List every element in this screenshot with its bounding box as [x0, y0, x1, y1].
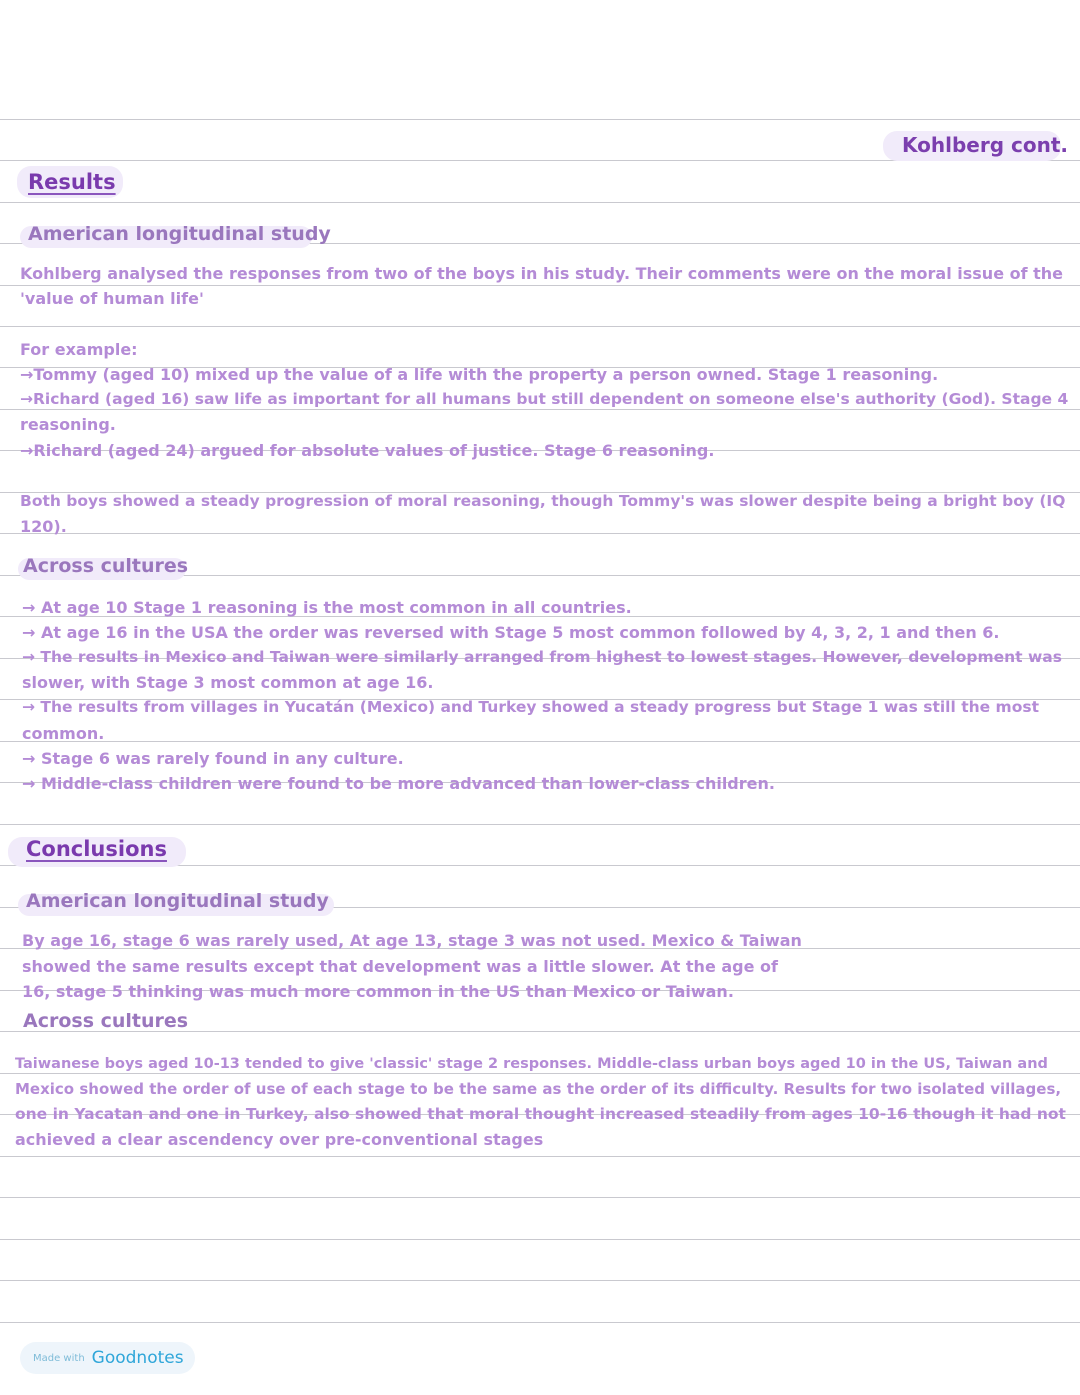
results-intro-line: 'value of human life' [20, 289, 204, 308]
example-line: reasoning. [20, 415, 116, 434]
results-intro-line: Kohlberg analysed the responses from two of the boys in his study. Their comments were on the moral issue of the [20, 264, 1064, 283]
conclusions-american-line: showed the same results except that development was a little slower. At the age of [22, 957, 778, 976]
goodnotes-logo: Goodnotes [91, 1348, 184, 1368]
conclusions-american-line: 16, stage 5 thinking was much more common in the US than Mexico or Taiwan. [22, 982, 734, 1001]
conclusions-cultures-line: Mexico showed the order of use of each stage to be the same as the order of its difficulty. Results for two isolated villages, [15, 1080, 1062, 1098]
conclusions-american-heading: American longitudinal study [26, 890, 329, 912]
cultures-line: → The results in Mexico and Taiwan were similarly arranged from highest to lowest stages. However, development was [22, 648, 1062, 666]
conclusions-heading: Conclusions [26, 837, 167, 861]
conclusions-cultures-line: one in Yacatan and one in Turkey, also showed that moral thought increased steadily from ages 10-16 though it had not [15, 1105, 1066, 1123]
summary-line: 120). [20, 517, 67, 536]
conclusions-cultures-line: Taiwanese boys aged 10-13 tended to give 'classic' stage 2 responses. Middle-class urban boys aged 10 in the US, Taiwan and [15, 1056, 1048, 1072]
conclusions-cultures-heading: Across cultures [23, 1010, 189, 1032]
cultures-line: common. [22, 724, 105, 743]
example-line: →Richard (aged 24) argued for absolute values of justice. Stage 6 reasoning. [20, 441, 715, 460]
ruled-line [0, 1239, 1080, 1240]
cultures-line: → Stage 6 was rarely found in any culture. [22, 749, 404, 768]
cultures-line: → At age 10 Stage 1 reasoning is the most common in all countries. [22, 598, 632, 617]
cultures-line: → At age 16 in the USA the order was reversed with Stage 5 most common followed by 4, 3, 2, 1 and then 6. [22, 623, 1000, 642]
ruled-line [0, 202, 1080, 203]
ruled-line [0, 824, 1080, 825]
ruled-line [0, 1197, 1080, 1198]
example-label: For example: [20, 340, 138, 359]
conclusions-american-line: By age 16, stage 6 was rarely used, At age 13, stage 3 was not used. Mexico & Taiwan [22, 931, 802, 950]
results-american-heading: American longitudinal study [28, 223, 331, 245]
cultures-line: → The results from villages in Yucatán (Mexico) and Turkey showed a steady progress but Stage 1 was still the most [22, 698, 1039, 716]
conclusions-cultures-line: achieved a clear ascendency over pre-conventional stages [15, 1130, 544, 1149]
ruled-line [0, 119, 1080, 120]
ruled-line [0, 741, 1080, 742]
made-with-label: Made with [33, 1352, 85, 1364]
ruled-line [0, 326, 1080, 327]
results-cultures-heading: Across cultures [23, 555, 189, 577]
ruled-line [0, 533, 1080, 534]
page-title: Kohlberg cont. [902, 133, 1068, 157]
example-line: →Tommy (aged 10) mixed up the value of a life with the property a person owned. Stage 1 reasoning. [20, 365, 939, 384]
made-with-goodnotes-badge[interactable] [20, 1342, 195, 1374]
cultures-line: slower, with Stage 3 most common at age 16. [22, 673, 434, 692]
cultures-line: → Middle-class children were found to be more advanced than lower-class children. [22, 774, 775, 793]
ruled-line [0, 1280, 1080, 1281]
example-line: →Richard (aged 16) saw life as important for all humans but still dependent on someone else's authority (God). Stage 4 [20, 390, 1069, 408]
ruled-line [0, 1322, 1080, 1323]
summary-line: Both boys showed a steady progression of moral reasoning, though Tommy's was slower despite being a bright boy (IQ [20, 492, 1066, 510]
ruled-line [0, 1156, 1080, 1157]
results-heading: Results [28, 170, 116, 194]
